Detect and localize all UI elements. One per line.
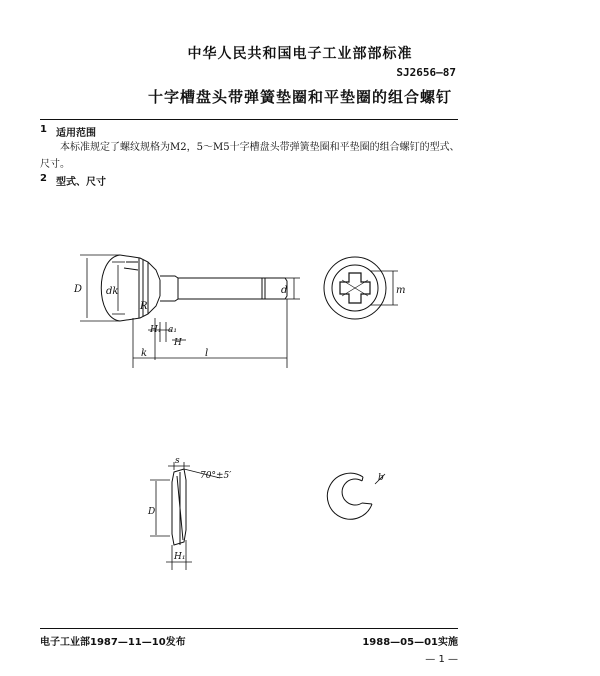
page-number: — 1 — — [425, 654, 458, 665]
label-R: R — [140, 301, 148, 312]
section-2-heading: 型式、尺寸 — [56, 177, 106, 188]
label-b: b — [378, 473, 384, 483]
effective-date: 1988—05—01实施 — [362, 637, 458, 648]
document-title: 十字槽盘头带弹簧垫圈和平垫圈的组合螺钉 — [147, 88, 452, 106]
label-H: H — [174, 338, 182, 348]
screw-top-view — [324, 257, 398, 319]
section-1-number: 1 — [40, 124, 47, 135]
label-m: m — [396, 285, 406, 296]
issuing-organization: 中华人民共和国电子工业部部标准 — [187, 46, 413, 62]
dimension-lines — [80, 255, 300, 368]
footer-rule — [40, 628, 458, 629]
section-1-text: 本标准规定了螺纹规格为M2，5～M5十字槽盘头带弹簧垫圈和平垫圈的组合螺钉的型式、尺寸。 — [40, 142, 460, 170]
label-washer-H1: H₁ — [174, 552, 186, 562]
label-d: d — [281, 285, 288, 296]
label-H1: H₁ — [150, 325, 162, 335]
label-D: D — [74, 284, 83, 295]
issue-date: 电子工业部1987—11—10发布 — [40, 637, 186, 648]
label-dk: dk — [106, 286, 119, 297]
section-2-number: 2 — [40, 173, 47, 184]
label-a1: a₁ — [168, 325, 177, 335]
standard-code: SJ2656—87 — [396, 66, 456, 79]
label-washer-D: D — [148, 507, 156, 517]
label-s: s — [175, 456, 180, 466]
section-1-heading: 适用范围 — [56, 128, 96, 139]
label-angle: 70°±5′ — [200, 471, 232, 481]
screw-side-view — [101, 255, 287, 321]
label-k: k — [141, 348, 148, 359]
label-l: l — [205, 348, 209, 359]
spring-washer-top-view — [327, 473, 385, 519]
